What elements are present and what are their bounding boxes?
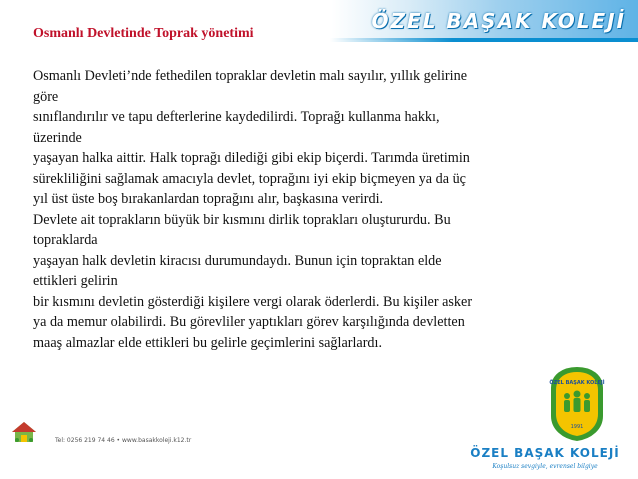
- body-line: yıl üst üste boş bırakanlardan toprağını alır, başkasına verirdi.: [33, 191, 384, 207]
- body-line: maaş almazlar elde ettikleri bu gelirle geçimlerini sağlarlardı.: [33, 334, 383, 351]
- brand-tagline: Koşulsuz sevgiyle, evrensel bilgiye: [492, 463, 598, 470]
- emblem-top-text: ÖZEL BAŞAK KOLEJİ: [549, 380, 605, 386]
- house-icon: [10, 420, 38, 444]
- body-line: ya da memur olabilirdi. Bu görevliler yaptıkları görev karşılığında devletten: [33, 314, 465, 330]
- footer-contact: Tel: 0256 219 74 46 • www.basakkoleji.k12.tr: [55, 437, 192, 444]
- body-line: üzerinde: [33, 129, 82, 146]
- body-line: göre: [33, 88, 59, 105]
- body-line: yaşayan halka aittir. Halk toprağı dilediği gibi ekip biçerdi. Tarımda üretimin: [33, 150, 470, 166]
- body-line: yaşayan halk devletin kiracısı durumundaydı. Bunun için topraktan elde: [33, 252, 442, 269]
- brand-name: ÖZEL BAŞAK KOLEJİ: [470, 446, 620, 460]
- header-stripe: [330, 38, 638, 42]
- body-line: Devlete ait toprakların büyük bir kısmını dirlik toprakları oluştururdu. Bu: [33, 211, 451, 228]
- body-line: topraklarda: [33, 232, 98, 248]
- school-emblem-icon: [546, 364, 608, 444]
- slide-body: [33, 66, 593, 353]
- body-line: sürekliliğini sağlamak amacıyla devlet, toprağını iyi ekip biçmeyen ya da üç: [33, 170, 466, 187]
- emblem-year: 1991: [570, 424, 584, 430]
- slide-title: Osmanlı Devletinde Toprak yönetimi: [33, 26, 254, 41]
- body-line: ettikleri gelirin: [33, 273, 118, 289]
- body-line: sınıflandırılır ve tapu defterlerine kaydedilirdi. Toprağı kullanma hakkı,: [33, 109, 440, 125]
- header-logo: [372, 6, 626, 36]
- body-line: bir kısmını devletin gösterdiği kişilere vergi olarak öderlerdi. Bu kişiler asker: [33, 293, 473, 310]
- body-line: Osmanlı Devleti’nde fethedilen topraklar devletin malı sayılır, yıllık gelirine: [33, 68, 467, 84]
- header-logo-text: ÖZEL BAŞAK KOLEJİ: [371, 9, 626, 33]
